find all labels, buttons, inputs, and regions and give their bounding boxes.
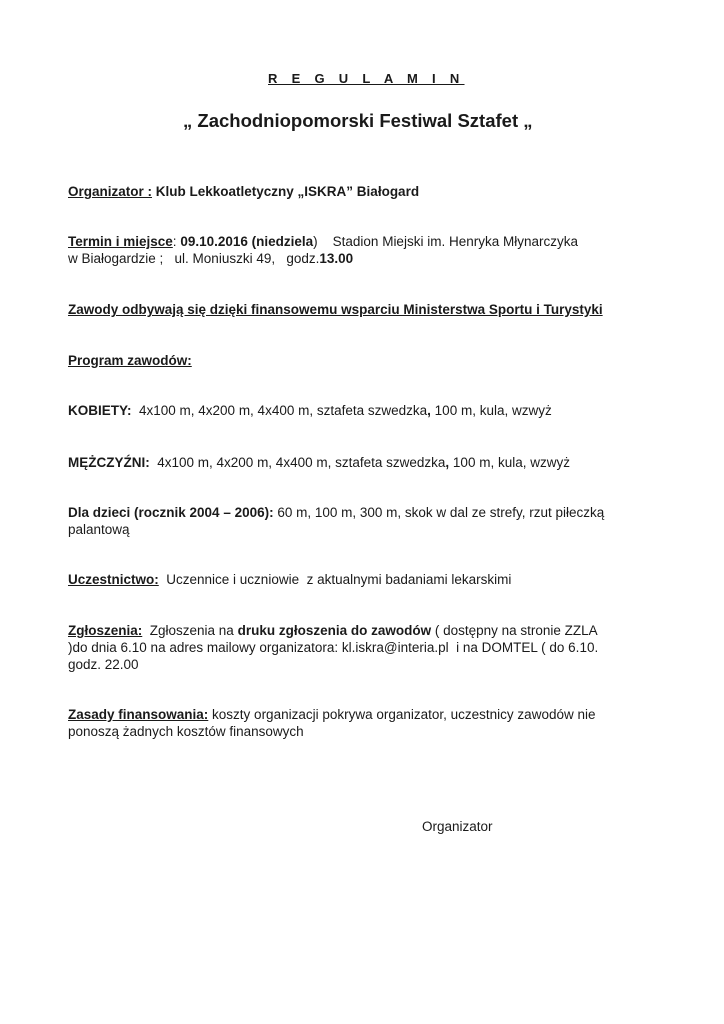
entries-label: Zgłoszenia: bbox=[68, 623, 143, 638]
entries-text-a: Zgłoszenia na bbox=[142, 623, 238, 638]
program-men bbox=[68, 454, 668, 471]
entries-form: druku zgłoszenia do zawodów bbox=[237, 623, 432, 638]
program-heading bbox=[68, 352, 668, 369]
finance-line bbox=[68, 706, 668, 723]
term-address-line bbox=[68, 250, 668, 267]
women-events-rest: 100 m, kula, wzwyż bbox=[430, 403, 552, 418]
finance-label: Zasady finansowania: bbox=[68, 707, 209, 722]
entries-line-3: godz. 22.00 bbox=[68, 657, 139, 672]
men-comma: , bbox=[445, 455, 450, 470]
women-label: KOBIETY: bbox=[68, 403, 132, 418]
term-line bbox=[68, 233, 668, 250]
term-hour: 13.00 bbox=[319, 251, 354, 266]
kids-events-cont: palantową bbox=[68, 522, 130, 537]
finance-text: koszty organizacji pokrywa organizator, uczestnicy zawodów nie bbox=[208, 707, 596, 722]
funding-note bbox=[68, 301, 668, 318]
participants-line bbox=[68, 571, 668, 588]
term-venue: ) Stadion Miejski im. Henryka Młynarczyka bbox=[313, 234, 578, 249]
men-events-rest: 100 m, kula, wzwyż bbox=[449, 455, 570, 470]
women-events: 4x100 m, 4x200 m, 4x400 m, sztafeta szwedzka bbox=[131, 403, 428, 418]
kids-events: 60 m, 100 m, 300 m, skok w dal ze strefy, rzut piłeczką bbox=[273, 505, 605, 520]
entries-line bbox=[68, 622, 668, 639]
organizer-line bbox=[68, 183, 668, 200]
program-women bbox=[68, 402, 668, 419]
participants-text: Uczennice i uczniowie z aktualnymi badaniami lekarskimi bbox=[158, 572, 512, 587]
entries-text-b: ( dostępny na stronie ZZLA bbox=[431, 623, 598, 638]
organizer-value: Klub Lekkoatletyczny „ISKRA” Białogard bbox=[152, 184, 420, 199]
program-kids bbox=[68, 504, 668, 538]
term-label: Termin i miejsce bbox=[68, 234, 173, 249]
term-address: w Białogardzie ; ul. Moniuszki 49, godz. bbox=[68, 251, 320, 266]
kids-label: Dla dzieci (rocznik 2004 – 2006): bbox=[68, 505, 274, 520]
finance-line-2: ponoszą żadnych kosztów finansowych bbox=[68, 724, 304, 739]
term-separator: : bbox=[172, 234, 181, 249]
organizer-label: Organizator : bbox=[68, 184, 153, 199]
term-date: 09.10.2016 (niedziela bbox=[180, 234, 314, 249]
finance-section bbox=[68, 706, 668, 740]
participants-label: Uczestnictwo: bbox=[68, 572, 159, 587]
document-title: R E G U L A M I N bbox=[268, 71, 465, 86]
kids-line bbox=[68, 504, 668, 521]
signature: Organizator bbox=[422, 819, 493, 834]
men-label: MĘŻCZYŹNI: bbox=[68, 455, 150, 470]
entries-line-2: )do dnia 6.10 na adres mailowy organizatora: kl.iskra@interia.pl i na DOMTEL ( do 6.10. bbox=[68, 640, 599, 655]
festival-title: „ Zachodniopomorski Festiwal Sztafet „ bbox=[183, 110, 533, 131]
men-events: 4x100 m, 4x200 m, 4x400 m, sztafeta szwedzka bbox=[149, 455, 446, 470]
term-section bbox=[68, 233, 668, 267]
women-comma: , bbox=[427, 403, 431, 418]
funding-note-text: Zawody odbywają się dzięki finansowemu wsparciu Ministerstwa Sportu i Turystyki bbox=[68, 302, 603, 317]
program-heading-text: Program zawodów: bbox=[68, 353, 192, 368]
entries-section bbox=[68, 622, 668, 673]
